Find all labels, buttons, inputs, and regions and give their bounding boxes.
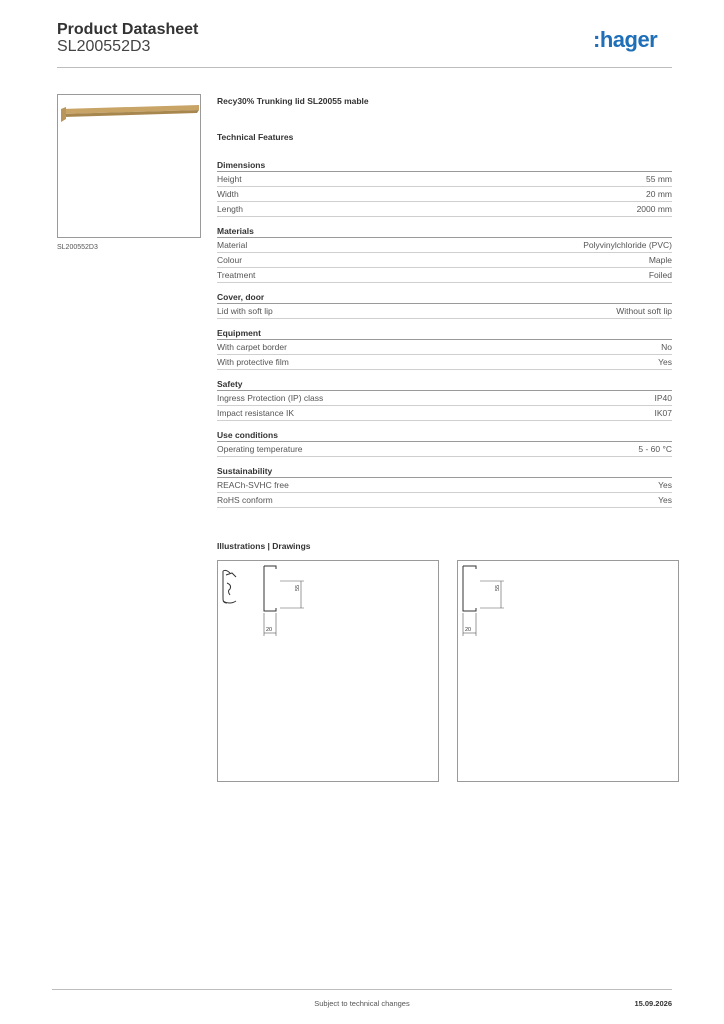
feature-value: 20 mm — [646, 189, 672, 199]
drawing-box-1 — [217, 560, 439, 782]
feature-value: Foiled — [648, 270, 672, 280]
feature-value: IP40 — [654, 393, 672, 403]
feature-row — [217, 340, 672, 355]
section-title: Sustainability — [217, 465, 672, 478]
feature-row — [217, 391, 672, 406]
logo-text: hager — [599, 27, 658, 52]
product-details — [217, 96, 672, 516]
feature-label: Width — [217, 189, 239, 199]
technical-features-title: Technical Features — [217, 132, 294, 142]
feature-section — [217, 159, 672, 217]
feature-row — [217, 442, 672, 457]
footer-note: Subject to technical changes — [314, 999, 410, 1008]
feature-value: Yes — [658, 495, 672, 505]
feature-section — [217, 429, 672, 457]
feature-label: RoHS conform — [217, 495, 273, 505]
feature-value: Without soft lip — [616, 306, 672, 316]
feature-section — [217, 291, 672, 319]
product-name: Recy30% Trunking lid SL20055 mable — [217, 96, 369, 106]
header-product-code: SL200552D3 — [57, 38, 151, 55]
feature-section — [217, 378, 672, 421]
feature-label: Ingress Protection (IP) class — [217, 393, 324, 403]
feature-section — [217, 327, 672, 370]
feature-value: No — [661, 342, 672, 352]
section-title: Materials — [217, 225, 672, 238]
feature-row — [217, 187, 672, 202]
section-title: Safety — [217, 378, 672, 391]
section-title: Equipment — [217, 327, 672, 340]
feature-section — [217, 465, 672, 508]
feature-value: 2000 mm — [636, 204, 672, 214]
feature-label: Lid with soft lip — [217, 306, 273, 316]
width-dimension-1: 20 — [266, 627, 273, 633]
section-title: Use conditions — [217, 429, 672, 442]
feature-label: REACh-SVHC free — [217, 480, 289, 490]
hager-logo: :hager — [593, 27, 658, 52]
footer-divider — [52, 989, 672, 990]
feature-label: Material — [217, 240, 248, 250]
feature-label: With carpet border — [217, 342, 287, 352]
feature-row — [217, 493, 672, 508]
feature-row — [217, 406, 672, 421]
feature-value: Polyvinylchloride (PVC) — [583, 240, 672, 250]
illustrations-title: Illustrations | Drawings — [217, 541, 311, 551]
feature-row — [217, 304, 672, 319]
profile-drawing-2 — [458, 561, 678, 781]
height-dimension-2: 55 — [495, 584, 501, 591]
feature-label: Operating temperature — [217, 444, 303, 454]
feature-row — [217, 202, 672, 217]
feature-label: Colour — [217, 255, 243, 265]
height-dimension-1: 55 — [295, 584, 301, 591]
section-title: Dimensions — [217, 159, 672, 172]
footer-date: 15.09.2026 — [634, 999, 672, 1008]
feature-section — [217, 225, 672, 283]
feature-value: Yes — [658, 357, 672, 367]
feature-row — [217, 253, 672, 268]
product-image-caption: SL200552D3 — [57, 244, 98, 251]
feature-row — [217, 268, 672, 283]
feature-value: Maple — [648, 255, 672, 265]
header-divider — [57, 67, 672, 68]
feature-row — [217, 238, 672, 253]
feature-label: With protective film — [217, 357, 289, 367]
feature-label: Impact resistance IK — [217, 408, 295, 418]
product-image — [57, 94, 201, 238]
feature-label: Length — [217, 204, 243, 214]
section-title: Cover, door — [217, 291, 672, 304]
feature-row — [217, 172, 672, 187]
feature-label: Height — [217, 174, 242, 184]
feature-sections — [217, 159, 672, 508]
feature-row — [217, 355, 672, 370]
trunking-lid-illustration — [58, 95, 200, 237]
header-title: Product Datasheet — [57, 21, 199, 38]
profile-drawing-1 — [218, 561, 438, 781]
feature-row — [217, 478, 672, 493]
width-dimension-2: 20 — [465, 627, 472, 633]
feature-value: Yes — [658, 480, 672, 490]
drawing-box-2 — [457, 560, 679, 782]
feature-value: 55 mm — [646, 174, 672, 184]
feature-label: Treatment — [217, 270, 256, 280]
feature-value: IK07 — [654, 408, 672, 418]
feature-value: 5 - 60 °C — [638, 444, 672, 454]
